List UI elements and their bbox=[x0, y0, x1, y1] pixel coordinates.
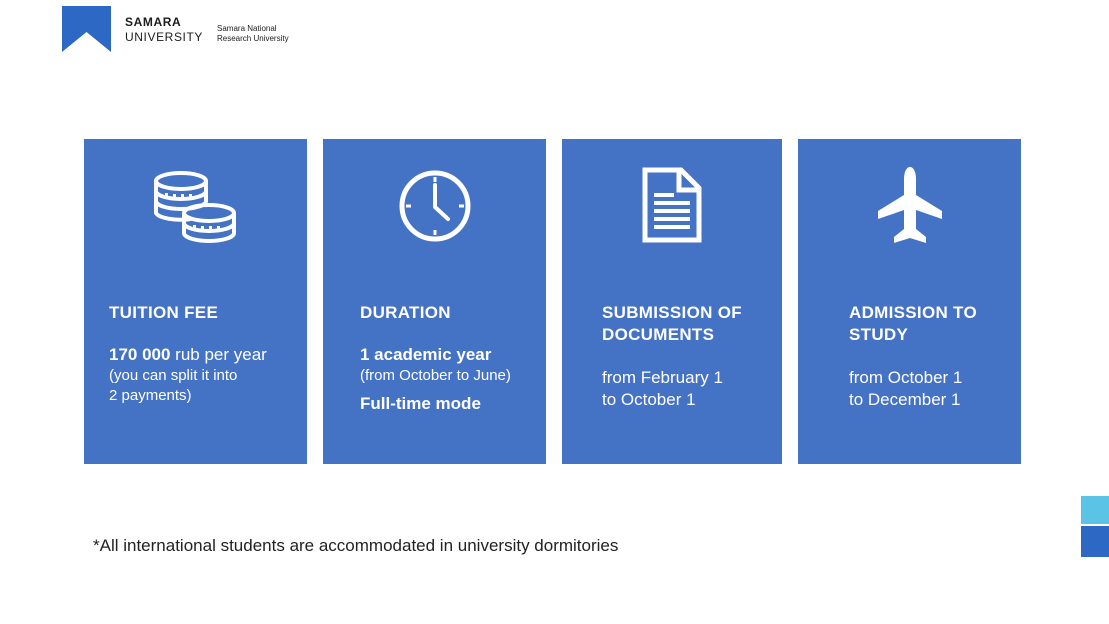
logo-subtitle bbox=[217, 24, 289, 44]
card-tuition-fee bbox=[84, 139, 307, 464]
card-title bbox=[849, 302, 977, 346]
card-title-line2: DOCUMENTS bbox=[602, 325, 715, 344]
logo-name-line2: UNIVERSITY bbox=[125, 30, 204, 44]
card-body bbox=[360, 344, 511, 415]
university-logo bbox=[62, 6, 322, 54]
card-admission bbox=[798, 139, 1021, 464]
card-body bbox=[109, 344, 267, 406]
logo-subtitle-line2: Research University bbox=[217, 34, 289, 43]
logo-name-line1: SAMARA bbox=[125, 15, 182, 29]
coins-icon bbox=[153, 169, 239, 245]
tuition-price: 170 000 bbox=[109, 345, 171, 364]
tuition-price-suffix: rub per year bbox=[170, 345, 267, 364]
decorative-square-light bbox=[1081, 496, 1109, 524]
submission-to: to October 1 bbox=[602, 390, 696, 409]
admission-to: to December 1 bbox=[849, 390, 961, 409]
card-title-line2: STUDY bbox=[849, 325, 909, 344]
card-title bbox=[602, 302, 742, 346]
airplane-icon bbox=[877, 167, 943, 243]
dormitory-footnote: *All international students are accommodated in university dormitories bbox=[93, 536, 619, 555]
clock-icon bbox=[398, 169, 472, 243]
logo-subtitle-line1: Samara National bbox=[217, 24, 277, 33]
logo-mark-icon bbox=[62, 6, 111, 52]
card-title bbox=[360, 302, 451, 324]
card-duration bbox=[323, 139, 546, 464]
admission-from: from October 1 bbox=[849, 368, 963, 387]
duration-note: (from October to June) bbox=[360, 367, 511, 384]
tuition-note-line1: (you can split it into bbox=[109, 367, 238, 384]
card-submission bbox=[562, 139, 782, 464]
study-mode: Full-time mode bbox=[360, 394, 481, 413]
card-title-line1: SUBMISSION OF bbox=[602, 303, 742, 322]
decorative-square-dark bbox=[1081, 526, 1109, 557]
card-body bbox=[849, 367, 962, 411]
submission-from: from February 1 bbox=[602, 368, 723, 387]
card-title bbox=[109, 302, 218, 324]
card-title-line1: DURATION bbox=[360, 303, 451, 322]
card-title-line1: TUITION FEE bbox=[109, 303, 219, 322]
document-icon bbox=[641, 166, 703, 244]
card-title-line1: ADMISSION TO bbox=[849, 303, 977, 322]
card-body bbox=[602, 367, 723, 411]
tuition-note-line2: 2 payments) bbox=[109, 387, 192, 404]
logo-name bbox=[125, 15, 203, 45]
duration-main: 1 academic year bbox=[360, 345, 492, 364]
